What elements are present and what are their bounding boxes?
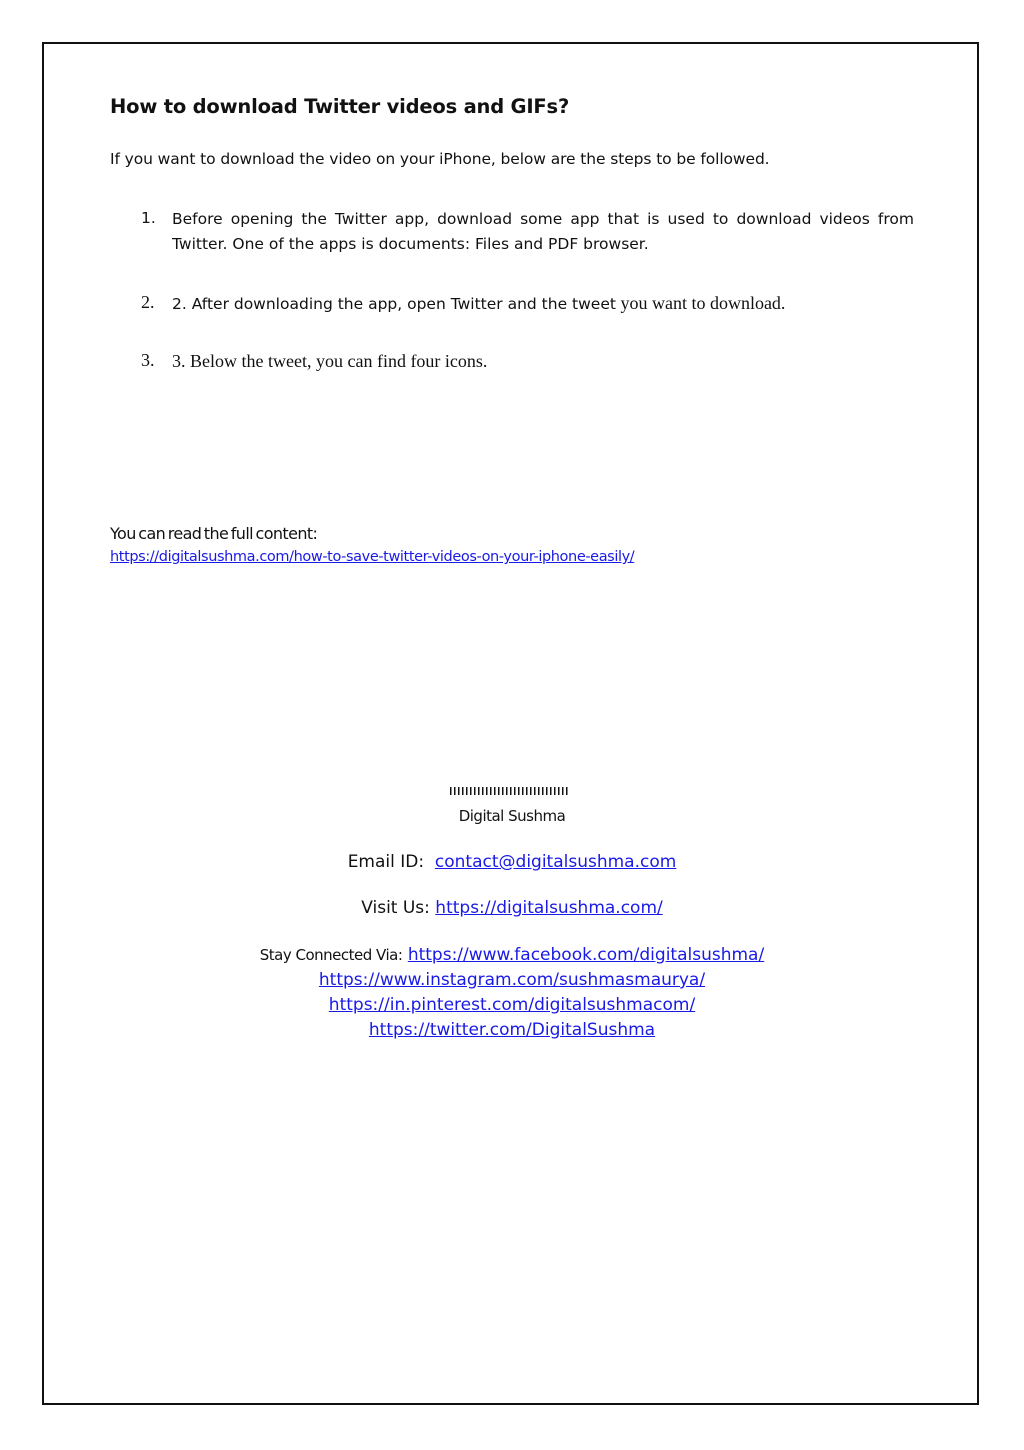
instagram-link[interactable]: https://www.instagram.com/sushmasmaurya/ [318, 970, 706, 990]
step-2-number: 2. [141, 292, 155, 312]
pinterest-link[interactable]: https://in.pinterest.com/digitalsushmacom/ [328, 995, 696, 1015]
read-full-label: You can read the full content: [110, 524, 318, 543]
email-link[interactable]: contact@digitalsushma.com [434, 852, 677, 872]
stay-connected-label: Stay Connected Via: [259, 946, 403, 964]
step-2-text [172, 291, 932, 317]
visit-label: Visit Us: [361, 898, 430, 918]
step-3-text: 3. Below the tweet, you can find four icons. [172, 351, 488, 371]
visit-line [42, 898, 982, 918]
decorative-divider [450, 787, 570, 795]
step-1-number: 1. [141, 209, 156, 227]
website-link[interactable]: https://digitalsushma.com/ [435, 898, 663, 918]
step-2-text-tail: you want to download. [615, 293, 786, 313]
step-2-text-main: 2. After downloading the app, open Twitter and the tweet [172, 295, 616, 313]
facebook-link[interactable]: https://www.facebook.com/digitalsushma/ [407, 945, 765, 965]
intro-paragraph: If you want to download the video on your iPhone, below are the steps to be followed. [110, 150, 770, 168]
email-label: Email ID: [347, 852, 425, 872]
twitter-link[interactable]: https://twitter.com/DigitalSushma [368, 1020, 656, 1040]
email-line [42, 852, 982, 872]
page-title: How to download Twitter videos and GIFs? [110, 95, 570, 118]
social-links-block [42, 943, 982, 1043]
full-content-link[interactable]: https://digitalsushma.com/how-to-save-twitter-videos-on-your-iphone-easily/ [110, 549, 635, 565]
step-3-number: 3. [141, 350, 155, 370]
step-1-text: Before opening the Twitter app, download some app that is used to download videos from Twitter. One of the apps is documents: Files and PDF browser. [172, 210, 914, 253]
brand-name: Digital Sushma [458, 807, 566, 825]
